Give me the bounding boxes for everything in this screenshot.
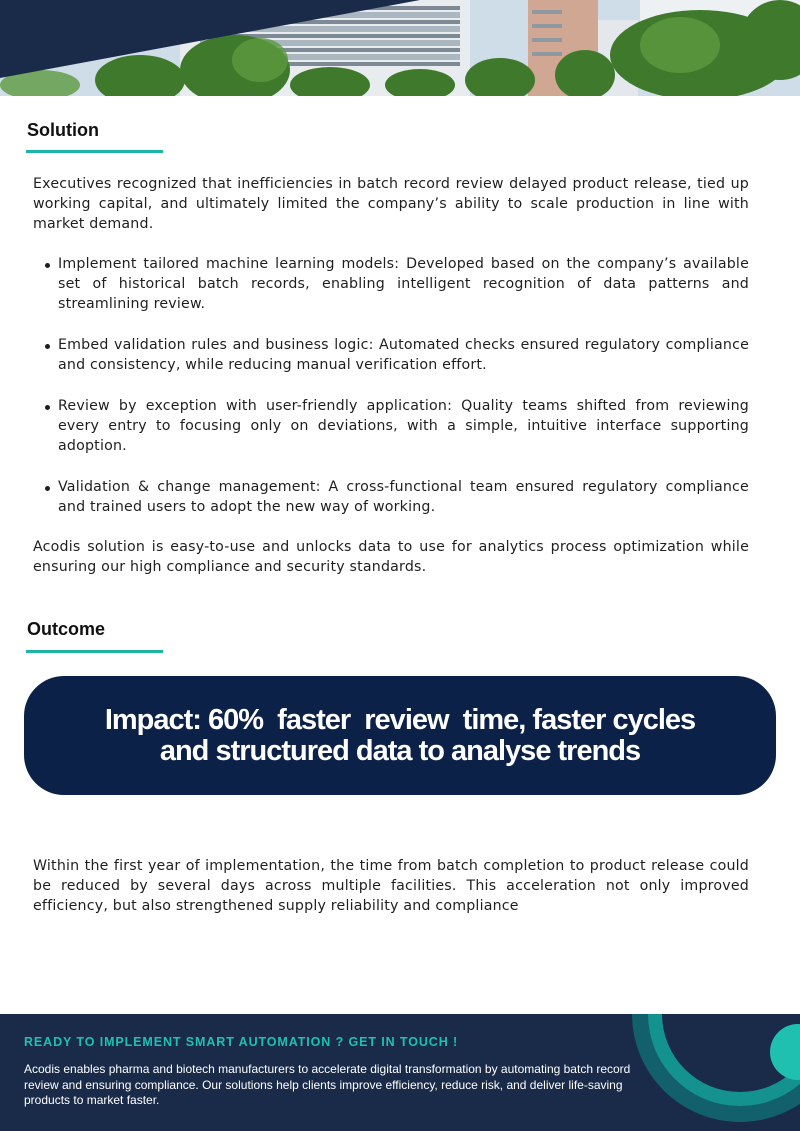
list-item: Embed validation rules and business logic: Automated checks ensured regulatory compliance and consistency, while reducing manual verification effort. (33, 335, 749, 375)
list-item: Review by exception with user-friendly application: Quality teams shifted from reviewing every entry to focusing only on deviations, with a simple, intuitive interface supporting adoption. (33, 396, 749, 457)
outcome-paragraph: Within the first year of implementation, the time from batch completion to product release could be reduced by several days across multiple facilities. This acceleration not only improved efficiency, but also strengthened supply reliability and compliance (33, 858, 749, 915)
impact-statement (105, 705, 695, 767)
solution-closing-paragraph: Acodis solution is easy-to-use and unlocks data to use for analytics process optimization while ensuring our high compliance and security standards. (33, 539, 749, 576)
footer-call-to-action: READY TO IMPLEMENT SMART AUTOMATION ? GET IN TOUCH ! (24, 1035, 459, 1049)
list-item: Implement tailored machine learning models: Developed based on the company’s available set of historical batch records, enabling intelligent recognition of data patterns and streamlining review. (33, 254, 749, 315)
outcome-heading: Outcome (27, 619, 106, 639)
list-item: Validation & change management: A cross-functional team ensured regulatory compliance and trained users to adopt the new way of working. (33, 477, 749, 517)
impact-line-2: and structured data to analyse trends (159, 734, 641, 767)
impact-line-1: Impact: 60% faster review time, faster cycles (104, 703, 696, 736)
footer-banner (0, 1014, 800, 1131)
outcome-heading-underline (26, 650, 163, 653)
solution-bullet-list (33, 254, 749, 538)
impact-callout (24, 676, 776, 795)
solution-heading: Solution (27, 120, 99, 140)
building-photo (0, 0, 800, 96)
footer-decorative-circles (630, 1014, 800, 1131)
solution-intro-paragraph: Executives recognized that inefficiencies in batch record review delayed product release, tied up working capital, and ultimately limited the company’s ability to scale production in line with market demand. (33, 176, 749, 233)
solution-heading-underline (26, 150, 163, 153)
header-photo-banner (0, 0, 800, 96)
footer-description: Acodis enables pharma and biotech manufacturers to accelerate digital transformation by automating batch record review and ensuring compliance. Our solutions help clients improve efficiency, reduce risk, and deliver life-saving products to market faster. (24, 1062, 631, 1107)
